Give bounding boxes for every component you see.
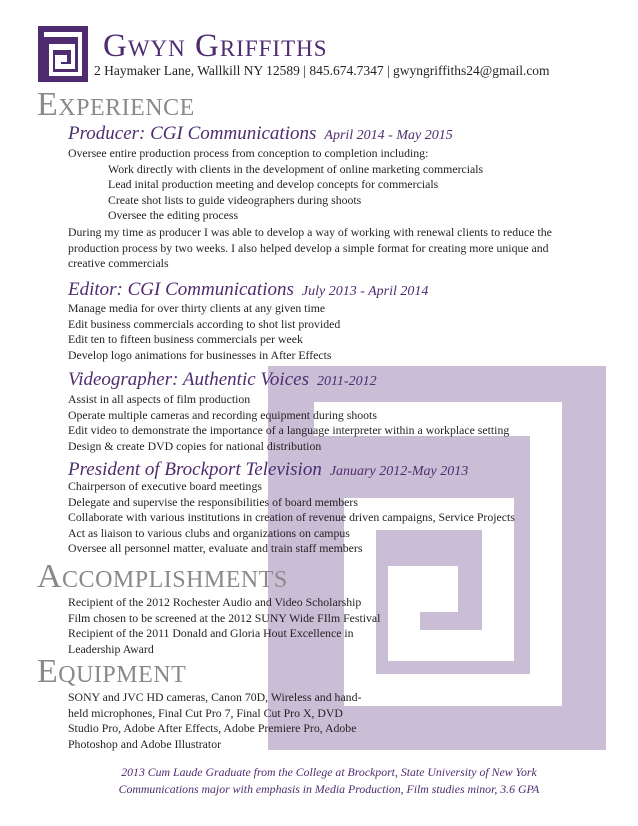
duty-line: Edit ten to fifteen business commercials per week [68,332,303,347]
job-role: Producer: CGI Communications [68,123,317,144]
duty-line: Assist in all aspects of film production [68,392,251,406]
duty-line: Design & create DVD copies for national distribution [68,438,322,453]
job-duties-producer [68,146,483,224]
job-title-videographer [68,370,377,392]
job-duties-president [68,479,515,557]
job-dates: July 2013 - April 2014 [301,284,429,299]
education-footer [40,764,618,797]
duty-line: Develop logo animations for businesses in After Effects [68,347,332,362]
footer-line: Communications major with emphasis in Media Production, Film studies minor, 3.6 GPA [118,781,540,796]
duty-line: Delegate and supervise the responsibilities of board members [68,494,358,509]
equipment-list [68,690,361,752]
duty-line: Oversee all personnel matter, evaluate and train staff members [68,541,363,556]
equipment-line: Studio Pro, Adobe After Effects, Adobe Premiere Pro, Adobe [68,721,357,736]
summary-line: During my time as producer I was able to develop a way of working with renewal clients to reduce the [68,225,552,239]
summary-line: creative commercials [68,256,169,271]
accomplishment-line: Leadership Award [68,641,154,656]
equipment-line: Photoshop and Adobe Illustrator [68,736,222,751]
equipment-line: SONY and JVC HD cameras, Canon 70D, Wireless and hand- [68,690,362,704]
accomplishment-line: Recipient of the 2012 Rochester Audio and Video Scholarship [68,595,362,609]
contact-info: 2 Haymaker Lane, Wallkill NY 12589 | 845.674.7347 | gwyngriffiths24@gmail.com [94,63,550,78]
duty-line: Collaborate with various institutions in creation of revenue driven campaigns, Service Projects [68,510,515,525]
duty-line: Operate multiple cameras and recording equipment during shoots [68,407,377,422]
job-title-producer [68,124,453,146]
applicant-name: Gwyn Griffiths [103,28,328,64]
duty-line: Oversee the editing process [108,208,239,223]
duty-line: Edit business commercials according to shot list provided [68,316,341,331]
job-dates: 2011-2012 [316,374,377,389]
duty-line: Manage media for over thirty clients at any given time [68,301,326,315]
producer-summary [68,225,584,272]
footer-line: 2013 Cum Laude Graduate from the College at Brockport, State University of New York [121,765,537,779]
duty-line: Chairperson of executive board meetings [68,479,262,493]
equipment-heading: Equipment [37,653,187,690]
job-dates: April 2014 - May 2015 [324,128,453,143]
job-dates: January 2012-May 2013 [329,464,469,479]
job-duties-videographer [68,392,509,454]
duty-line: Oversee entire production process from conception to completion including: [68,146,429,160]
duty-line: Lead inital production meeting and develop concepts for commercials [108,177,439,192]
job-role: Editor: CGI Communications [68,279,294,300]
accomplishments-list [68,595,380,657]
accomplishments-heading: Accomplishments [37,558,288,595]
job-role: Videographer: Authentic Voices [68,369,309,390]
duty-line: Work directly with clients in the development of online marketing commercials [108,161,484,176]
job-role: President of Brockport Television [68,459,322,480]
duty-line: Act as liaison to various clubs and organizations on campus [68,525,350,540]
summary-line: production process by two weeks. I also helped develop a simple format for creating more unique and [68,240,549,255]
experience-heading: Experience [37,86,195,123]
job-duties-editor [68,301,340,363]
duty-line: Edit video to demonstrate the importance of a language interpreter within a workplace setting [68,423,510,438]
accomplishment-line: Recipient of the 2011 Donald and Gloria Hout Excellence in [68,626,354,641]
job-title-editor [68,280,428,302]
accomplishment-line: Film chosen to be screened at the 2012 SUNY Wide FIlm Festival [68,610,381,625]
equipment-line: held microphones, Final Cut Pro 7, Final Cut Pro X, DVD [68,705,343,720]
duty-line: Create shot lists to guide videographers during shoots [108,192,362,207]
greek-key-logo-icon [38,26,88,82]
